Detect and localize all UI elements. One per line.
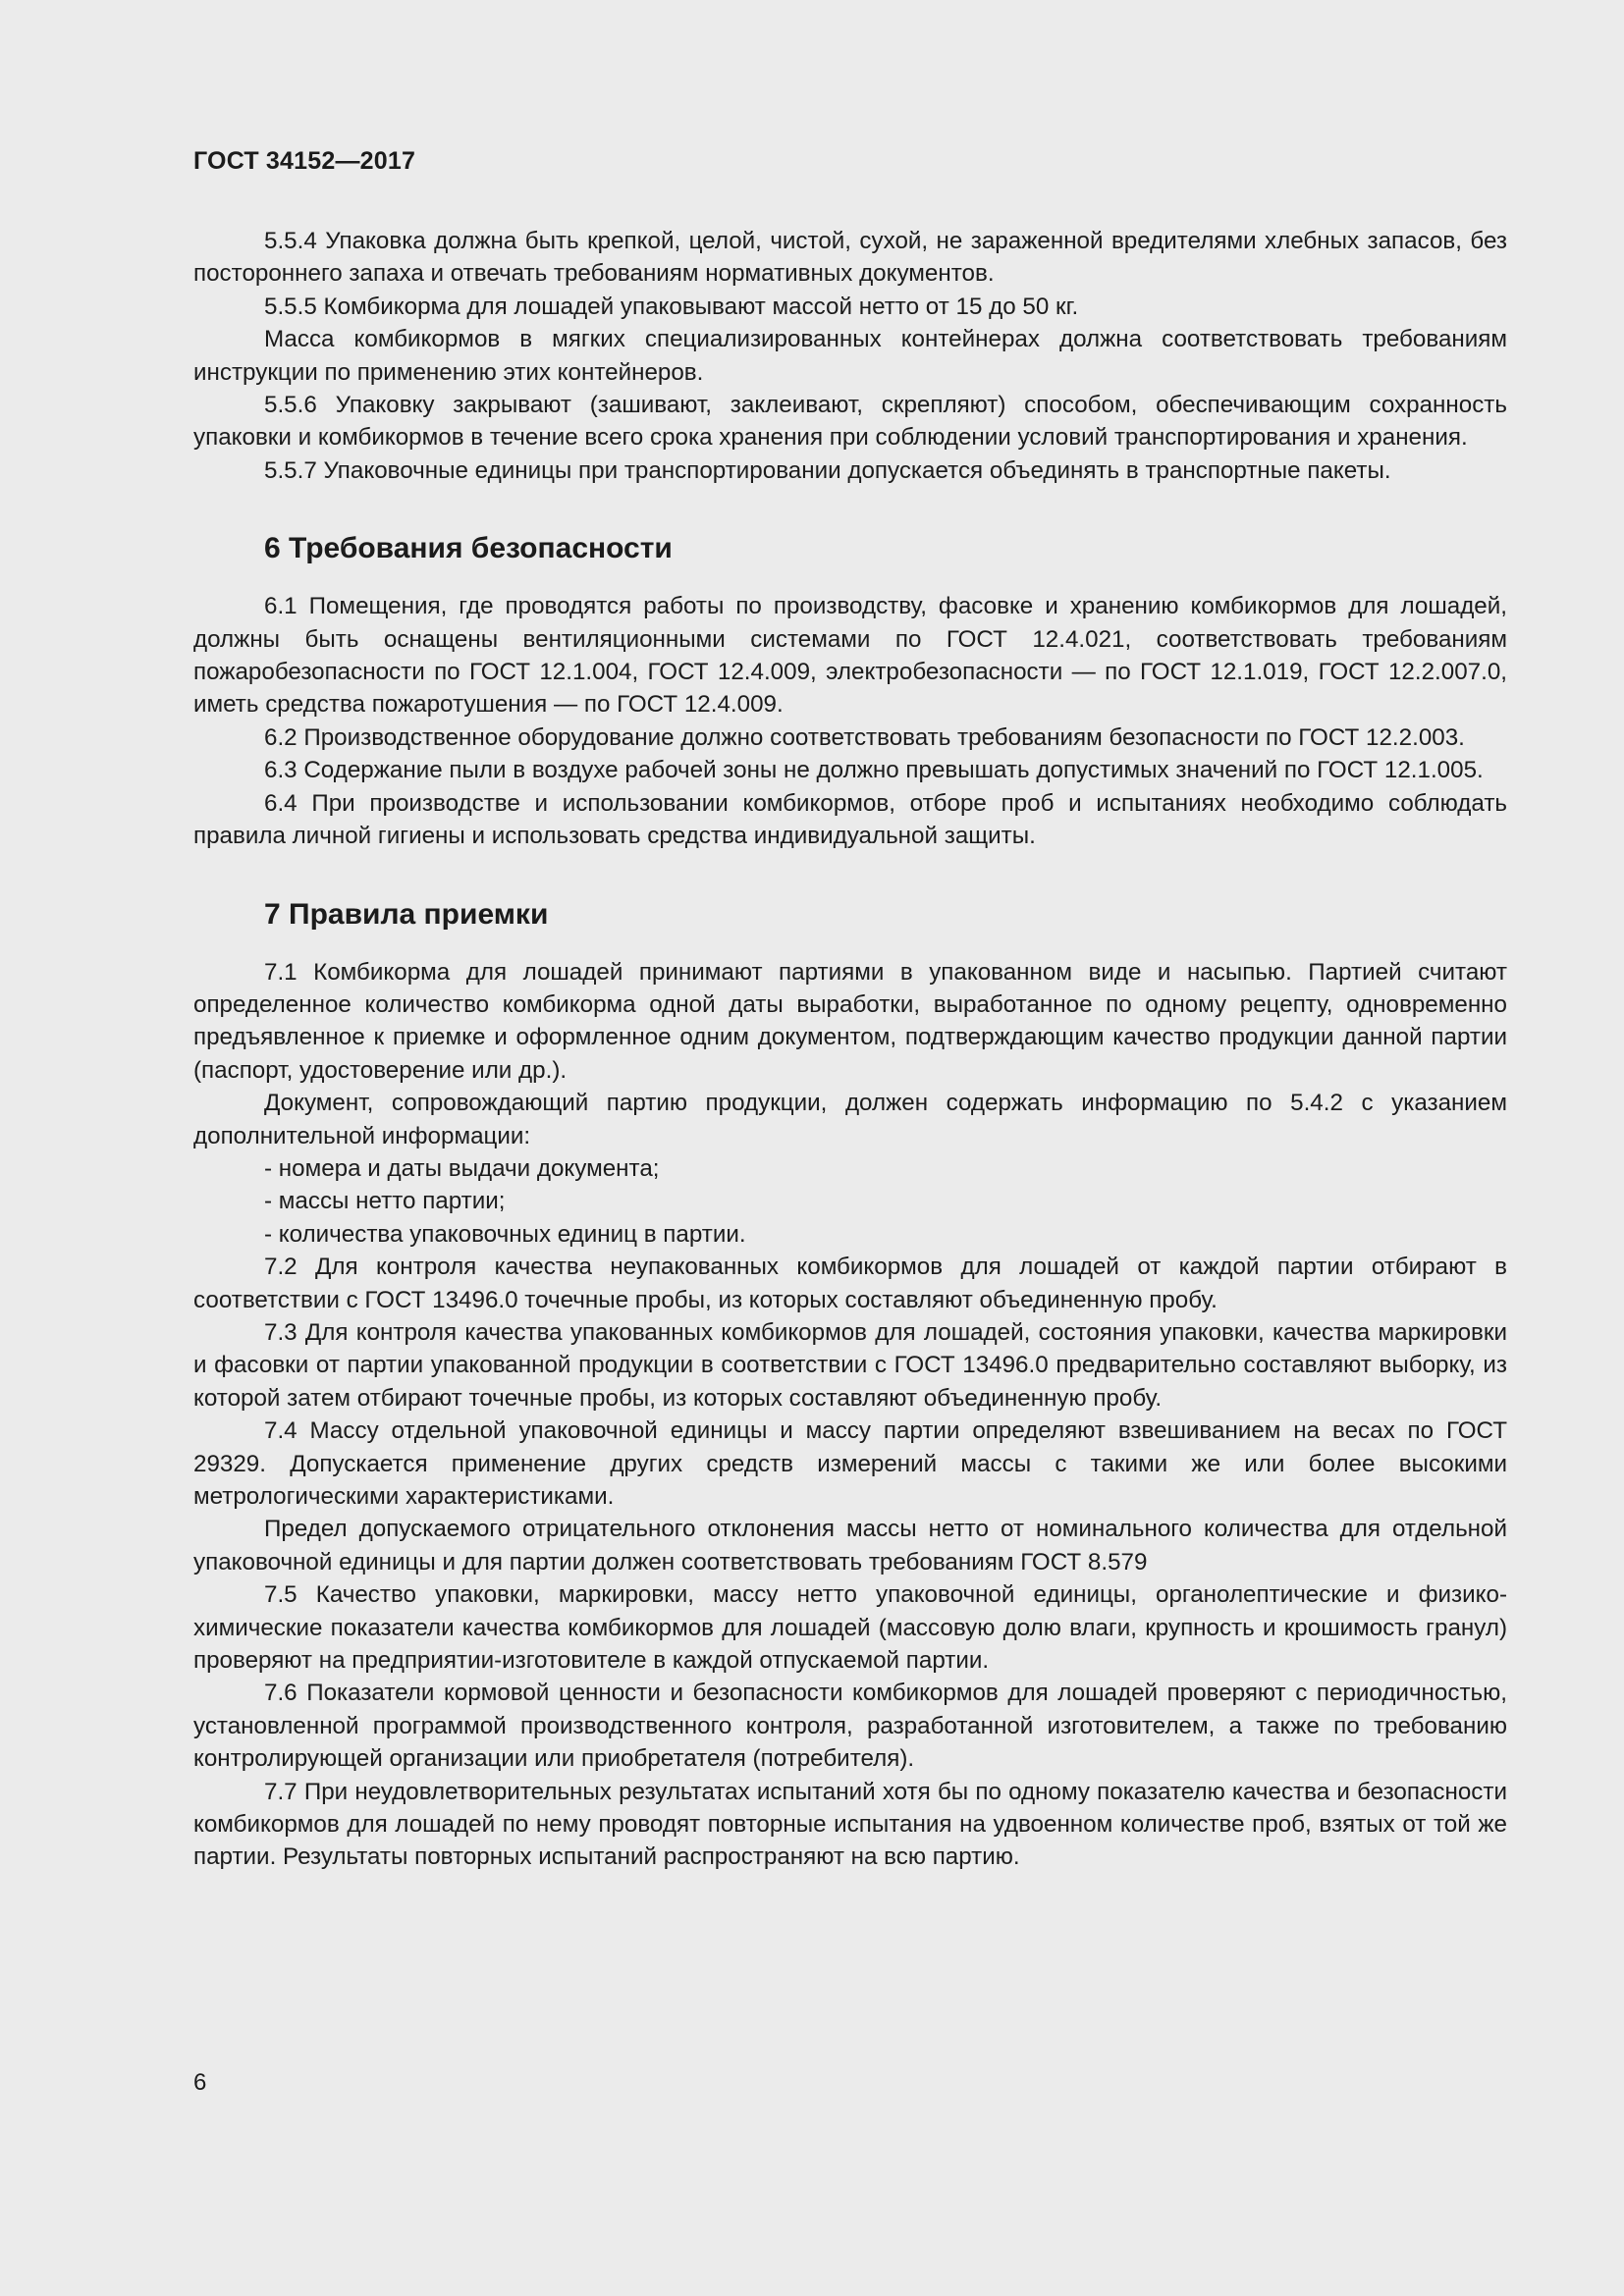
paragraph-5-5-6: 5.5.6 Упаковку закрывают (зашивают, заклеивают, скрепляют) способом, обеспечивающим сохранность упаковки и комбикормов в течение всего срока хранения при соблюдении условий транспортирования и хранения. xyxy=(193,392,1507,452)
paragraph-7-3: 7.3 Для контроля качества упакованных комбикормов для лошадей, состояния упаковки, качества маркировки и фасовки от партии упакованной продукции в соответствии с ГОСТ 13496.0 предварительно составляют выборку, из которой затем отбирают точечные пробы, из которых составляют объединенную пробу. xyxy=(193,1318,1507,1412)
paragraph-7-7: 7.7 При неудовлетворительных результатах испытаний хотя бы по одному показателю качества и безопасности комбикормов для лошадей по нему проводят повторные испытания на удвоенном количестве проб, взятых от той же партии. Результаты повторных испытаний распространяют на всю партию. xyxy=(193,1778,1507,1871)
paragraph-6-4: 6.4 При производстве и использовании комбикормов, отборе проб и испытаниях необходимо соблюдать правила личной гигиены и использовать средства индивидуальной защиты. xyxy=(193,789,1507,850)
paragraph-6-1: 6.1 Помещения, где проводятся работы по производству, фасовке и хранению комбикормов для лошадей, должны быть оснащены вентиляционными системами по ГОСТ 12.4.021, соответствовать требованиям пожаробезопасности по ГОСТ 12.1.004, ГОСТ 12.4.009, электробезопасности — по ГОСТ 12.1.019, ГОСТ 12.2.007.0, иметь средства пожаротушения — по ГОСТ 12.4.009. xyxy=(193,593,1507,719)
list-item: - количества упаковочных единиц в партии. xyxy=(264,1220,746,1248)
paragraph-5-5-4: 5.5.4 Упаковка должна быть крепкой, целой, чистой, сухой, не зараженной вредителями хлебных запасов, без постороннего запаха и отвечать требованиям нормативных документов. xyxy=(193,228,1507,288)
paragraph-7-2: 7.2 Для контроля качества неупакованных комбикормов для лошадей от каждой партии отбирают в соответствии с ГОСТ 13496.0 точечные пробы, из которых составляют объединенную пробу. xyxy=(193,1254,1507,1313)
paragraph-7-4: 7.4 Массу отдельной упаковочной единицы и массу партии определяют взвешиванием на весах по ГОСТ 29329. Допускается применение других средств измерений массы с такими же или более высокими метрологическими характеристиками. xyxy=(193,1417,1507,1510)
paragraph-7-5: 7.5 Качество упаковки, маркировки, массу нетто упаковочной единицы, органолептические и физико-химические показатели качества комбикормов для лошадей (массовую долю влаги, крупность и крошимость гранул) проверяют на предприятии-изготовителе в каждой отпускаемой партии. xyxy=(193,1581,1507,1675)
paragraph-accompanying-document: Документ, сопровождающий партию продукции, должен содержать информацию по 5.4.2 с указанием дополнительной информации: xyxy=(193,1090,1507,1149)
list-item: - номера и даты выдачи документа; xyxy=(264,1154,660,1182)
document-code-header: ГОСТ 34152—2017 xyxy=(193,147,416,175)
document-body xyxy=(193,225,1507,1874)
paragraph-mass-deviation: Предел допускаемого отрицательного отклонения массы нетто от номинального количества для отдельной упаковочной единицы и для партии должен соответствовать требованиям ГОСТ 8.579 xyxy=(193,1516,1507,1575)
paragraph-6-3: 6.3 Содержание пыли в воздухе рабочей зоны не должно превышать допустимых значений по ГОСТ 12.1.005. xyxy=(264,757,1484,784)
section-7-title: 7 Правила приемки xyxy=(264,897,549,931)
paragraph-6-2: 6.2 Производственное оборудование должно соответствовать требованиям безопасности по ГОСТ 12.2.003. xyxy=(264,723,1465,751)
paragraph-5-5-7: 5.5.7 Упаковочные единицы при транспортировании допускается объединять в транспортные пакеты. xyxy=(264,456,1391,484)
paragraph-7-1: 7.1 Комбикорма для лошадей принимают партиями в упакованном виде и насыпью. Партией считают определенное количество комбикорма одной даты выработки, выработанное по одному рецепту, одновременно предъявленное к приемке и оформленное одним документом, подтверждающим качество продукции данной партии (паспорт, удостоверение или др.). xyxy=(193,958,1507,1084)
paragraph-7-6: 7.6 Показатели кормовой ценности и безопасности комбикормов для лошадей проверяют с периодичностью, установленной программой производственного контроля, разработанной изготовителем, а также по требованию контролирующей организации или приобретателя (потребителя). xyxy=(193,1680,1507,1773)
required-info-list xyxy=(193,1152,1507,1251)
paragraph-5-5-5: 5.5.5 Комбикорма для лошадей упаковывают массой нетто от 15 до 50 кг. xyxy=(264,293,1079,320)
section-6-title: 6 Требования безопасности xyxy=(264,532,673,565)
list-item: - массы нетто партии; xyxy=(264,1188,506,1215)
page-number: 6 xyxy=(193,2069,207,2096)
paragraph-container-mass: Масса комбикормов в мягких специализированных контейнерах должна соответствовать требованиям инструкции по применению этих контейнеров. xyxy=(193,326,1507,386)
